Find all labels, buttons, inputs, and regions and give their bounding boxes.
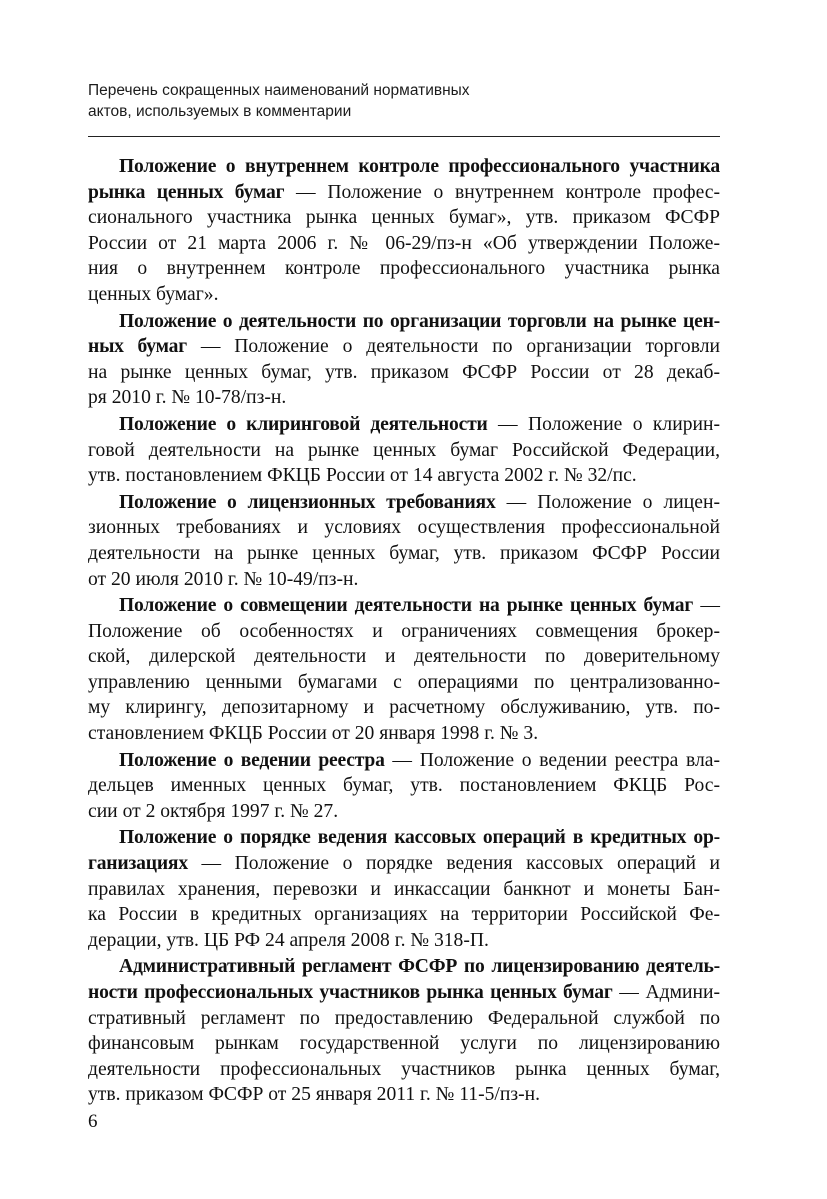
text-line [88,1082,720,1108]
term-name: рынка ценных бумаг [88,181,285,203]
term-definition: му клирингу, депозитарному и расчетному обслуживанию, утв. по- [88,697,720,719]
text-line [88,748,720,774]
text-line [88,463,720,489]
abbreviation-entry [88,490,720,592]
term-definition: становлением ФКЦБ России от 20 января 1998 г. № 3. [88,723,539,745]
abbreviation-entry [88,154,720,308]
term-definition: на рынке ценных бумаг, утв. приказом ФСФР России от 28 декаб- [88,361,720,383]
text-line [88,877,720,903]
text-line [88,825,720,851]
text-line [88,438,720,464]
text-line [88,1031,720,1057]
text-line [88,721,720,747]
text-line [88,180,720,206]
text-line [88,980,720,1006]
text-line [88,954,720,980]
term-definition: от 20 июля 2010 г. № 10-49/пз-н. [88,568,359,590]
text-line [88,695,720,721]
term-definition: дельцев именных ценных бумаг, утв. постановлением ФКЦБ Рос- [88,775,720,797]
term-name: Административный регламент ФСФР по лицензированию деятель- [119,956,720,978]
text-line [88,567,720,593]
text-line [88,928,720,954]
running-head-line: актов, используемых в комментарии [88,103,352,120]
text-line [88,1006,720,1032]
text-line [88,619,720,645]
term-name: Положение о клиринговой деятельности [119,413,488,435]
abbreviation-entry [88,309,720,411]
text-line [88,385,720,411]
term-definition: ской, дилерской деятельности и деятельности по доверительному [88,646,720,668]
running-head [88,80,528,122]
text-line [88,851,720,877]
abbreviation-entry [88,825,720,953]
term-definition: — Положение о порядке ведения кассовых операций и [187,853,720,875]
term-definition: — Положение о ведении реестра вла- [384,749,721,771]
term-name: Положение о внутреннем контроле профессионального участника [119,156,720,177]
term-definition: — Положение о деятельности по организации торговли [186,336,720,358]
text-line [88,670,720,696]
text-line [88,773,720,799]
term-name: Положение о порядке ведения кассовых операций в кредитных ор- [119,827,720,849]
term-definition: управлению ценными бумагами с операциями по централизованно- [88,671,720,693]
term-name: Положение о совмещении деятельности на рынке ценных бумаг [119,595,694,617]
text-line [88,282,720,308]
term-definition: ка России в кредитных организациях на территории Российской Фе- [88,904,720,926]
term-definition: стративный регламент по предоставлению Федеральной службой по [88,1007,720,1029]
text-line [88,799,720,825]
term-definition: — Положение о лицен- [495,491,720,513]
text-line [88,154,720,180]
text-line [88,360,720,386]
term-definition: деятельности на рынке ценных бумаг, утв. приказом ФСФР России [88,542,720,564]
term-name: ных бумаг [88,336,187,358]
running-head-line: Перечень сокращенных наименований нормативных [88,82,470,99]
term-definition: — Положение о внутреннем контроле профес- [284,181,720,203]
term-definition: правилах хранения, перевозки и инкассации банкнот и монеты Бан- [88,878,720,900]
term-definition: финансовым рынкам государственной услуги по лицензированию [88,1033,720,1055]
term-definition: — Админи- [612,982,720,1003]
abbreviation-entry [88,748,720,825]
term-definition: зионных требованиях и условиях осуществления профессиональной [88,517,720,539]
text-line [88,541,720,567]
text-line [88,334,720,360]
page-number: 6 [88,1111,98,1132]
term-definition: ния о внутреннем контроле профессионального участника рынка [88,258,720,280]
abbreviation-entry [88,412,720,489]
abbreviations-list [88,154,720,1109]
term-definition: — [693,595,720,617]
term-name: Положение о лицензионных требованиях [119,491,496,513]
term-definition: Положение об особенностях и ограничениях совмещения брокер- [88,620,720,642]
term-definition: утв. постановлением ФКЦБ России от 14 августа 2002 г. № 32/пс. [88,465,637,487]
term-definition: России от 21 марта 2006 г. № 06-29/пз-н «Об утверждении Положе- [88,232,720,254]
text-line [88,644,720,670]
term-name: Положение о деятельности по организации торговли на рынке цен- [119,310,720,332]
text-line [88,231,720,257]
term-definition: деятельности профессиональных участников рынка ценных бумаг, [88,1058,720,1080]
term-definition: ря 2010 г. № 10-78/пз-н. [88,387,287,409]
text-line [88,490,720,516]
term-definition: — Положение о клирин- [487,413,720,435]
text-line [88,309,720,335]
term-definition: сии от 2 октября 1997 г. № 27. [88,800,339,822]
text-line [88,902,720,928]
text-line [88,1057,720,1083]
term-name: ности профессиональных участников рынка ценных бумаг [88,982,613,1003]
term-definition: говой деятельности на рынке ценных бумаг Российской Федерации, [88,439,720,461]
term-name: ганизациях [88,853,188,875]
text-line [88,256,720,282]
text-line [88,205,720,231]
abbreviation-entry [88,954,720,1108]
term-definition: утв. приказом ФСФР от 25 января 2011 г. № 11-5/пз-н. [88,1084,540,1106]
term-definition: дерации, утв. ЦБ РФ 24 апреля 2008 г. № 318-П. [88,929,489,951]
text-line [88,412,720,438]
term-name: Положение о ведении реестра [119,749,385,771]
abbreviation-entry [88,593,720,747]
term-definition: ценных бумаг». [88,283,219,305]
term-definition: сионального участника рынка ценных бумаг», утв. приказом ФСФР [88,207,720,229]
text-line [88,593,720,619]
text-line [88,515,720,541]
header-rule [88,136,720,137]
